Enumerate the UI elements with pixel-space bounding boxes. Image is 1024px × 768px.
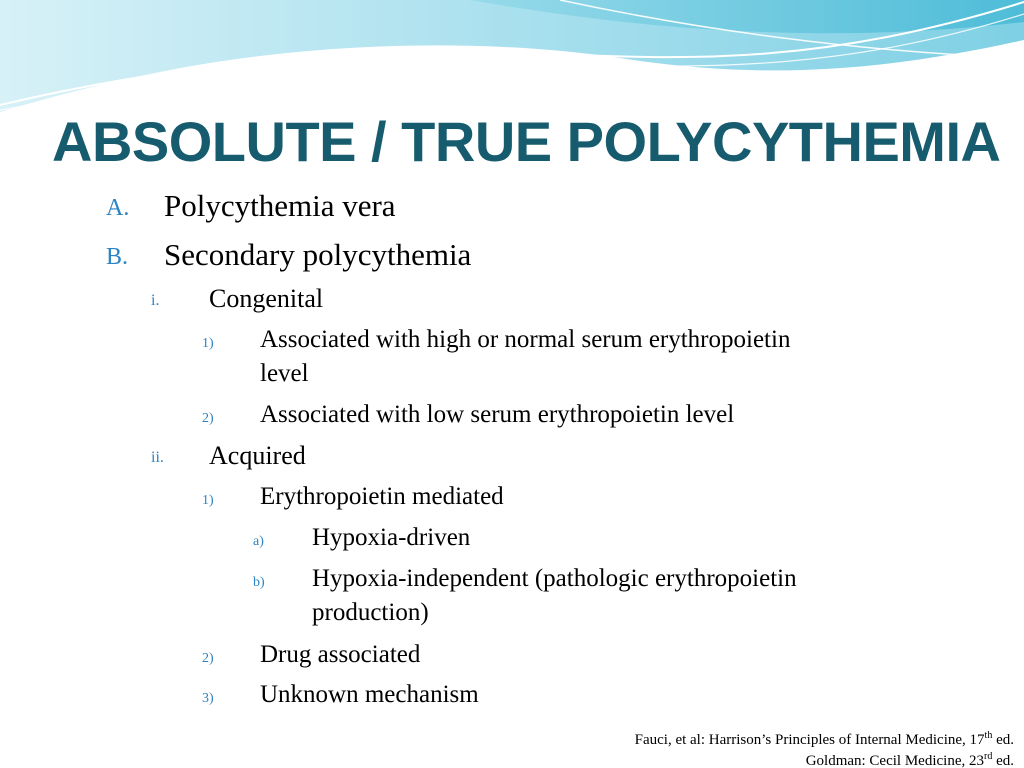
- outline-text: Secondary polycythemia: [164, 237, 472, 272]
- outline-marker: ii.: [151, 449, 164, 466]
- outline-marker: b): [253, 575, 265, 590]
- outline-text: Unknown mechanism: [260, 681, 479, 708]
- outline-marker: a): [253, 534, 264, 549]
- outline-text: Polycythemia vera: [164, 188, 396, 223]
- outline-marker: 2): [202, 411, 214, 426]
- slide-title: ABSOLUTE / TRUE POLYCYTHEMIA: [52, 110, 1001, 173]
- outline-marker: A.: [106, 195, 130, 221]
- reference-cecil: Goldman: Cecil Medicine, 23rd ed.: [805, 751, 1014, 768]
- outline-text: Congenital: [209, 284, 324, 313]
- header-wave-decoration: [0, 0, 1024, 120]
- outline-text: Drug associated: [260, 641, 421, 668]
- outline-text: Associated with low serum erythropoietin level: [260, 401, 735, 428]
- outline-text-continued: level: [260, 360, 309, 387]
- outline-marker: 1): [202, 493, 214, 508]
- outline-marker: B.: [106, 244, 129, 270]
- outline-marker: 2): [202, 651, 214, 666]
- outline-marker: 3): [202, 691, 214, 706]
- outline-text: Erythropoietin mediated: [260, 483, 504, 510]
- outline-text: Associated with high or normal serum erythropoietin: [260, 326, 791, 353]
- references: [635, 730, 1014, 768]
- outline-text: Acquired: [209, 441, 306, 470]
- outline-text: Hypoxia-driven: [312, 524, 471, 551]
- outline-text: Hypoxia-independent (pathologic erythropoietin: [312, 565, 797, 592]
- outline-marker: 1): [202, 336, 214, 351]
- reference-harrison: Fauci, et al: Harrison’s Principles of Internal Medicine, 17th ed.: [634, 730, 1014, 748]
- outline-marker: i.: [151, 292, 160, 309]
- outline-text-continued: production): [312, 599, 429, 626]
